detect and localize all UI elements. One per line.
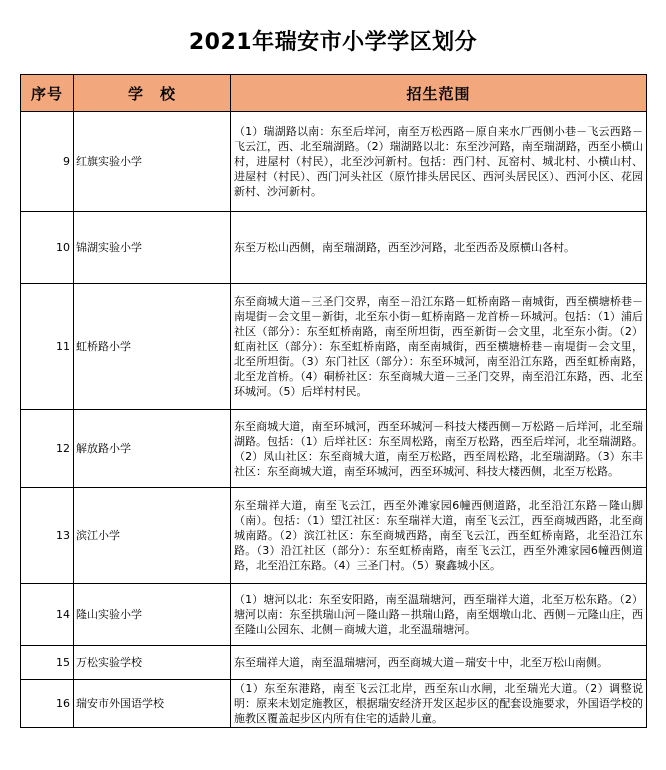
- row-number: 11: [21, 284, 74, 410]
- enrollment-range: （1）瑞湖路以南：东至后垟河，南至万松西路－原自来水厂西侧小巷－飞云西路－飞云江，西、北至瑞湖路。（2）瑞湖路以北：东至沙河路，南至瑞湖路，西至小横山村，进屋村（村民），北至沙河新村。包括：西门村、瓦窑村、城北村、小横山村、进屋村（村民）、西门河头社区（原竹排头居民区、西河头居民区）、西河小区、花园新村、沙河新村。: [231, 112, 647, 212]
- page-title: 2021年瑞安市小学学区划分: [188, 30, 478, 55]
- school-name: 万松实验学校: [74, 646, 231, 680]
- school-name: 滨江小学: [74, 488, 231, 584]
- school-name: 瑞安市外国语学校: [74, 680, 231, 728]
- enrollment-range: （1）塘河以北：东至安阳路，南至温瑞塘河，西至瑞祥大道，北至万松东路。（2）塘河以南：东至拱瑞山河－隆山路－拱瑞山路，南至烟墩山北、西侧－元隆山庄，西至隆山公园东、北侧－商城大道，北至温瑞塘河。: [231, 584, 647, 646]
- table-row: [21, 284, 647, 410]
- enrollment-range: （1）东至东港路，南至飞云江北岸，西至东山水闸，北至瑞光大道。（2）调整说明：原来未划定施教区，根据瑞安经济开发区起步区的配套设施要求，外国语学校的施教区覆盖起步区内所有住宅的适龄儿童。: [231, 680, 647, 728]
- table-header-row: [21, 75, 647, 112]
- row-number: 16: [21, 680, 74, 728]
- school-name: 虹桥路小学: [74, 284, 231, 410]
- row-number: 13: [21, 488, 74, 584]
- table-row: [21, 112, 647, 212]
- enrollment-range: 东至瑞祥大道，南至飞云江，西至外滩家园6幢西侧道路，北至沿江东路－隆山脚（南）。包括：（1）望江社区：东至瑞祥大道，南至飞云江，西至商城西路，北至商城南路。（2）滨江社区：东至商城西路，南至飞云江，西至虹桥南路，北至沿江东路。（3）沿江社区（部分）：东至虹桥南路，南至飞云江，西至外滩家园6幢西侧道路，北至沿江东路。（4）三圣门村。（5）聚鑫城小区。: [231, 488, 647, 584]
- table-row: [21, 410, 647, 488]
- row-number: 10: [21, 212, 74, 284]
- row-number: 12: [21, 410, 74, 488]
- header-enrollment-range: 招生范围: [231, 75, 647, 112]
- header-school: 学 校: [74, 75, 231, 112]
- school-name: 红旗实验小学: [74, 112, 231, 212]
- row-number: 15: [21, 646, 74, 680]
- row-number: 9: [21, 112, 74, 212]
- school-name: 解放路小学: [74, 410, 231, 488]
- table-row: [21, 212, 647, 284]
- table-row: [21, 584, 647, 646]
- enrollment-range: 东至万松山西侧，南至瑞湖路，西至沙河路，北至西岙及原横山各村。: [231, 212, 647, 284]
- enrollment-range: 东至瑞祥大道，南至温瑞塘河，西至商城大道－瑞安十中，北至万松山南侧。: [231, 646, 647, 680]
- table-row: [21, 646, 647, 680]
- header-serial-number: 序号: [21, 75, 74, 112]
- enrollment-range: 东至商城大道－三圣门交界，南至－沿江东路－虹桥南路－南城街，西至横塘桥巷－南堤街－会文里－新街，北至东小街－虹桥南路－龙首桥－环城河。包括：（1）浦后社区（部分）：东至虹桥南路，南至所坦街，西至新街－会文里，北至东小街。（2）虹南社区（部分）：东至虹桥南路，南至南城街，西至横塘桥巷－南堤街－会文里，北至所坦街。（3）东门社区（部分）：东至环城河，南至沿江东路，西至虹桥南路，北至龙首桥。（4）硐桥社区：东至商城大道－三圣门交界，南至沿江东路，西、北至环城河。（5）后垟村村民。: [231, 284, 647, 410]
- enrollment-range: 东至商城大道，南至环城河，西至环城河－科技大楼西侧－万松路－后垟河，北至瑞湖路。包括：（1）后垟社区：东至周松路，南至万松路，西至后垟河，北至瑞湖路。（2）凤山社区：东至商城大道，南至万松路，西至周松路，北至瑞湖路。（3）东丰社区：东至商城大道，南至环城河，西至环城河、科技大楼西侧，北至万松路。: [231, 410, 647, 488]
- school-name: 锦湖实验小学: [74, 212, 231, 284]
- table-row: [21, 488, 647, 584]
- school-district-table: [20, 74, 647, 728]
- table-row: [21, 680, 647, 728]
- row-number: 14: [21, 584, 74, 646]
- school-name: 隆山实验小学: [74, 584, 231, 646]
